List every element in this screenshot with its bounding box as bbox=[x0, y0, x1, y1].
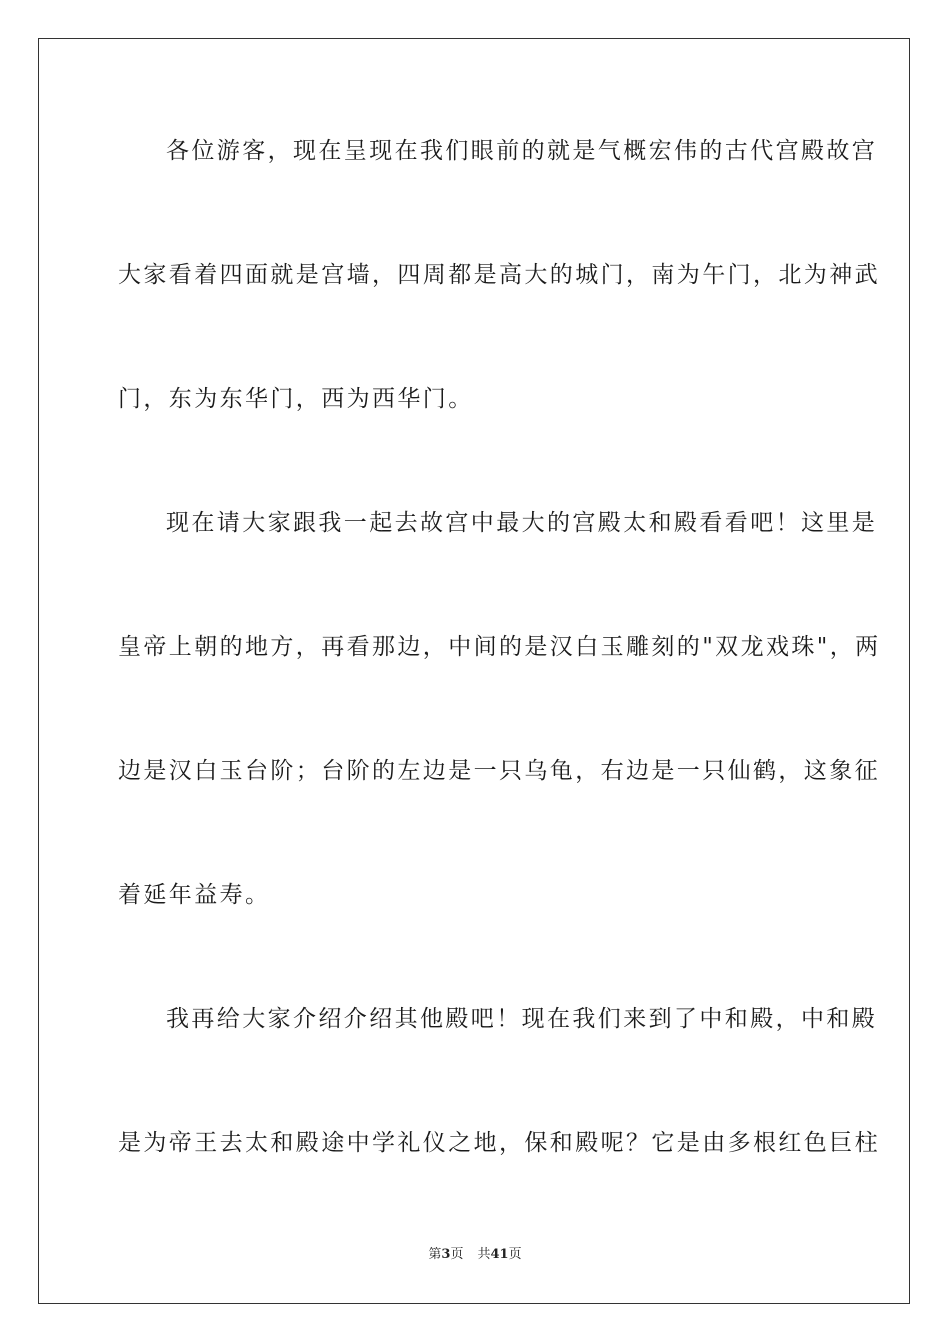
footer-page-prefix: 第 bbox=[428, 1247, 442, 1262]
page-border bbox=[38, 38, 910, 1304]
footer-total-suffix: 页 bbox=[508, 1247, 522, 1262]
paragraph-3-line-1: 我再给大家介绍介绍其他殿吧！现在我们来到了中和殿，中和殿 bbox=[166, 1006, 878, 1032]
paragraph-3-line-2: 是为帝王去太和殿途中学礼仪之地，保和殿呢？它是由多根红色巨柱 bbox=[118, 1130, 880, 1156]
paragraph-2-line-3: 边是汉白玉台阶；台阶的左边是一只乌龟，右边是一只仙鹤，这象征 bbox=[118, 758, 880, 784]
paragraph-1-line-3: 门，东为东华门，西为西华门。 bbox=[118, 386, 474, 412]
page-footer bbox=[0, 1246, 950, 1264]
paragraph-2-line-2: 皇帝上朝的地方，再看那边，中间的是汉白玉雕刻的"双龙戏珠"，两 bbox=[118, 634, 881, 660]
paragraph-2-line-4: 着延年益寿。 bbox=[118, 882, 271, 908]
paragraph-1-line-1: 各位游客，现在呈现在我们眼前的就是气概宏伟的古代宫殿故宫 bbox=[166, 138, 878, 164]
paragraph-1-line-2: 大家看着四面就是宫墙，四周都是高大的城门，南为午门，北为神武 bbox=[118, 262, 880, 288]
paragraph-2-line-1: 现在请大家跟我一起去故宫中最大的宫殿太和殿看看吧！这里是 bbox=[166, 510, 878, 536]
footer-page-suffix: 页 bbox=[450, 1247, 464, 1262]
footer-page-number: 3 bbox=[441, 1247, 451, 1262]
footer-total-prefix: 共 bbox=[477, 1247, 491, 1262]
footer-total-number: 41 bbox=[490, 1247, 509, 1262]
